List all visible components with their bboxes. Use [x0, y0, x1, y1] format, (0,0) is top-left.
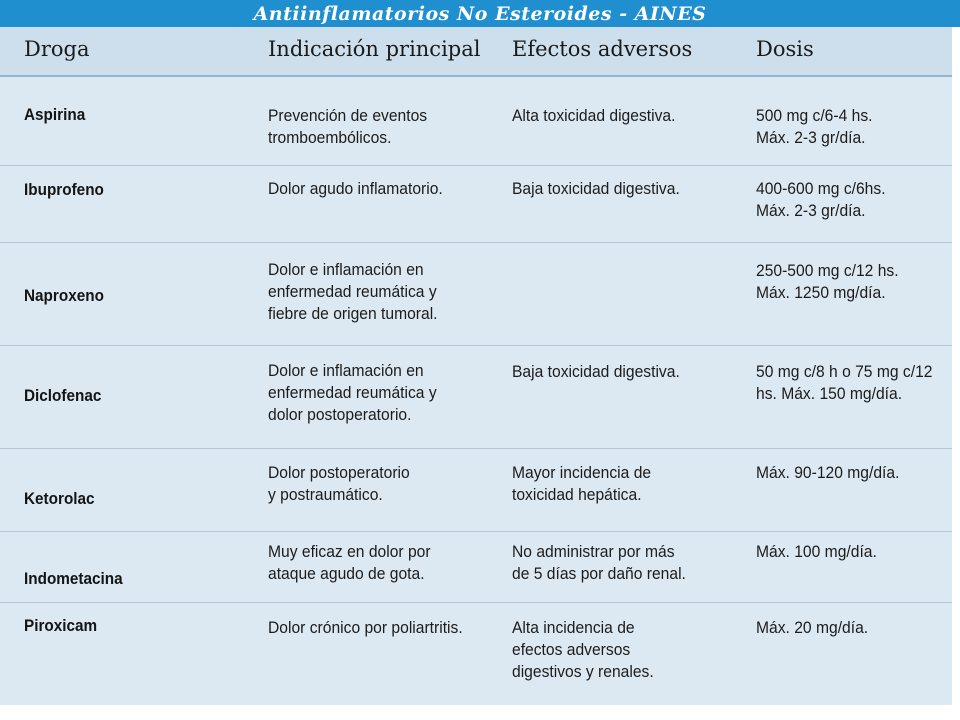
indicacion-cell: Dolor e inflamación en enfermedad reumática y fiebre de origen tumoral. — [268, 260, 438, 323]
dosis-cell: 400-600 mg c/6hs. Máx. 2-3 gr/día. — [756, 179, 886, 220]
page-title: Antiinflamatorios No Esteroides - AINES — [253, 2, 707, 25]
table-row — [0, 346, 952, 449]
table-header — [0, 27, 952, 77]
dosis-cell: 50 mg c/8 h o 75 mg c/12 hs. Máx. 150 mg/día. — [756, 362, 933, 403]
drug-name: Ibuprofeno — [24, 180, 104, 199]
efectos-cell: No administrar por más de 5 días por daño renal. — [512, 542, 686, 583]
indicacion-cell: Dolor crónico por poliartritis. — [268, 618, 463, 637]
indicacion-cell: Muy eficaz en dolor por ataque agudo de gota. — [268, 542, 431, 583]
table-row — [0, 77, 952, 166]
table-row — [0, 603, 952, 705]
drug-name: Naproxeno — [24, 286, 104, 305]
indicacion-cell: Dolor postoperatorio y postraumático. — [268, 463, 410, 504]
efectos-cell: Baja toxicidad digestiva. — [512, 179, 680, 198]
efectos-cell: Baja toxicidad digestiva. — [512, 362, 680, 381]
drug-name: Ketorolac — [24, 489, 95, 508]
drug-name: Aspirina — [24, 105, 86, 124]
right-margin — [952, 27, 960, 720]
dosis-cell: 500 mg c/6-4 hs. Máx. 2-3 gr/día. — [756, 106, 873, 147]
header-indicacion: Indicación principal — [268, 37, 481, 61]
efectos-cell: Mayor incidencia de toxicidad hepática. — [512, 463, 652, 504]
dosis-cell: 250-500 mg c/12 hs. Máx. 1250 mg/día. — [756, 261, 899, 302]
drug-name: Indometacina — [24, 569, 123, 588]
indicacion-cell: Dolor agudo inflamatorio. — [268, 179, 443, 198]
drug-name: Diclofenac — [24, 386, 102, 405]
drug-name: Piroxicam — [24, 616, 98, 635]
aines-table — [0, 27, 952, 705]
dosis-cell: Máx. 20 mg/día. — [756, 618, 869, 637]
indicacion-cell: Dolor e inflamación en enfermedad reumática y dolor postoperatorio. — [268, 361, 437, 424]
title-banner — [0, 0, 960, 27]
header-efectos: Efectos adversos — [512, 37, 693, 61]
header-dosis: Dosis — [756, 37, 814, 61]
table-row — [0, 532, 952, 603]
dosis-cell: Máx. 90-120 mg/día. — [756, 463, 900, 482]
table-row — [0, 449, 952, 532]
efectos-cell: Alta toxicidad digestiva. — [512, 106, 676, 125]
indicacion-cell: Prevención de eventos tromboembólicos. — [268, 106, 428, 147]
efectos-cell: Alta incidencia de efectos adversos digestivos y renales. — [512, 618, 654, 681]
header-droga: Droga — [24, 37, 90, 61]
table-row — [0, 166, 952, 243]
table-row — [0, 243, 952, 346]
dosis-cell: Máx. 100 mg/día. — [756, 542, 877, 561]
